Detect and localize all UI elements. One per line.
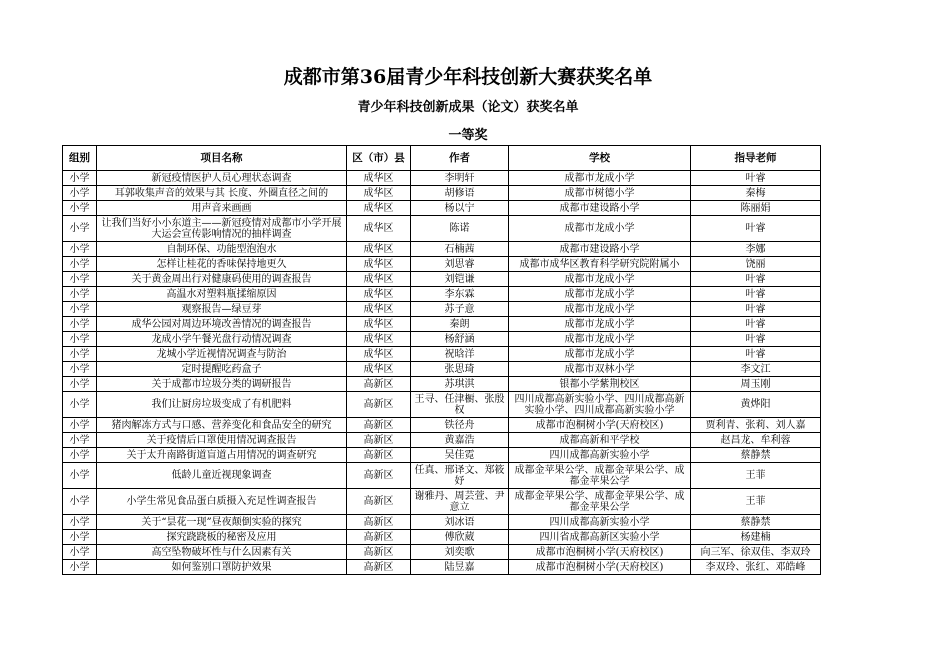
header-author: 作者 bbox=[411, 146, 509, 171]
cell-group: 小学 bbox=[63, 530, 97, 545]
cell-school: 成都市双林小学 bbox=[509, 362, 691, 377]
cell-project-name: 耳郭收集声音的效果与其 长度、外圈直径之间的 bbox=[97, 186, 347, 201]
cell-district: 成华区 bbox=[347, 186, 411, 201]
cell-project-name: 用声音来画画 bbox=[97, 201, 347, 216]
table-row bbox=[63, 272, 821, 287]
table-row bbox=[63, 515, 821, 530]
cell-group: 小学 bbox=[63, 362, 97, 377]
cell-project-name: 猪肉解冻方式与口感、营养变化和食品安全的研究 bbox=[97, 418, 347, 433]
cell-district: 高新区 bbox=[347, 545, 411, 560]
cell-district: 成华区 bbox=[347, 332, 411, 347]
table-row bbox=[63, 377, 821, 392]
cell-school: 成都市泡桐树小学(天府校区) bbox=[509, 560, 691, 575]
cell-district: 高新区 bbox=[347, 377, 411, 392]
cell-project-name: 新冠疫情医护人员心理状态调查 bbox=[97, 171, 347, 186]
table-row bbox=[63, 489, 821, 515]
cell-author: 祝晗洋 bbox=[411, 347, 509, 362]
table-row bbox=[63, 560, 821, 575]
cell-school: 四川成都高新实验小学、四川成都高新实验小学、四川成都高新实验小学 bbox=[509, 392, 691, 418]
cell-advisor: 李双玲、张红、邓皓峰 bbox=[691, 560, 821, 575]
table-header-row bbox=[63, 146, 821, 171]
table-row bbox=[63, 287, 821, 302]
cell-author: 傅欣葳 bbox=[411, 530, 509, 545]
cell-school: 成都市建设路小学 bbox=[509, 242, 691, 257]
cell-district: 成华区 bbox=[347, 257, 411, 272]
cell-project-name: 龙城小学近视情况调查与防治 bbox=[97, 347, 347, 362]
table-row bbox=[63, 347, 821, 362]
cell-project-name: 高温水对塑料瓶揉缩原因 bbox=[97, 287, 347, 302]
cell-project-name: 小学生常见食品蛋白质摄入充足性调查报告 bbox=[97, 489, 347, 515]
cell-school: 四川成都高新实验小学 bbox=[509, 515, 691, 530]
cell-school: 成都市泡桐树小学(天府校区) bbox=[509, 418, 691, 433]
cell-author: 刘思睿 bbox=[411, 257, 509, 272]
cell-advisor: 王菲 bbox=[691, 463, 821, 489]
cell-advisor: 叶睿 bbox=[691, 216, 821, 242]
cell-district: 高新区 bbox=[347, 433, 411, 448]
cell-school: 成都金苹果公学、成都金苹果公学、成都金苹果公学 bbox=[509, 463, 691, 489]
table-row bbox=[63, 171, 821, 186]
table-row bbox=[63, 201, 821, 216]
cell-project-name: 探究跷跷板的秘密及应用 bbox=[97, 530, 347, 545]
header-advisor: 指导老师 bbox=[691, 146, 821, 171]
cell-author: 陈诺 bbox=[411, 216, 509, 242]
table-row bbox=[63, 216, 821, 242]
cell-district: 高新区 bbox=[347, 530, 411, 545]
cell-advisor: 叶睿 bbox=[691, 347, 821, 362]
cell-school: 成都金苹果公学、成都金苹果公学、成都金苹果公学 bbox=[509, 489, 691, 515]
cell-author: 吴佳霓 bbox=[411, 448, 509, 463]
cell-advisor: 王菲 bbox=[691, 489, 821, 515]
cell-group: 小学 bbox=[63, 201, 97, 216]
cell-advisor: 叶睿 bbox=[691, 317, 821, 332]
cell-author: 任真、邢译文、郑筱妤 bbox=[411, 463, 509, 489]
cell-school: 成都市龙成小学 bbox=[509, 347, 691, 362]
cell-group: 小学 bbox=[63, 272, 97, 287]
cell-project-name: 龙成小学午餐光盘行动情况调查 bbox=[97, 332, 347, 347]
table-row bbox=[63, 448, 821, 463]
cell-project-name: 成华公园对周边环境改善情况的调查报告 bbox=[97, 317, 347, 332]
header-district: 区（市）县 bbox=[347, 146, 411, 171]
cell-school: 成都市龙成小学 bbox=[509, 332, 691, 347]
cell-group: 小学 bbox=[63, 332, 97, 347]
cell-group: 小学 bbox=[63, 302, 97, 317]
cell-district: 成华区 bbox=[347, 302, 411, 317]
cell-advisor: 赵昌龙、牟利蓉 bbox=[691, 433, 821, 448]
table-row bbox=[63, 463, 821, 489]
cell-author: 刘铠谦 bbox=[411, 272, 509, 287]
table-row bbox=[63, 530, 821, 545]
cell-district: 成华区 bbox=[347, 242, 411, 257]
cell-district: 成华区 bbox=[347, 216, 411, 242]
cell-project-name: 高空坠物破坏性与什么因素有关 bbox=[97, 545, 347, 560]
cell-advisor: 李娜 bbox=[691, 242, 821, 257]
cell-author: 黄嘉浩 bbox=[411, 433, 509, 448]
cell-advisor: 叶睿 bbox=[691, 287, 821, 302]
cell-group: 小学 bbox=[63, 515, 97, 530]
cell-advisor: 叶睿 bbox=[691, 272, 821, 287]
cell-author: 杨以宁 bbox=[411, 201, 509, 216]
cell-project-name: 观察报告—绿豆芽 bbox=[97, 302, 347, 317]
cell-group: 小学 bbox=[63, 463, 97, 489]
cell-district: 成华区 bbox=[347, 287, 411, 302]
cell-author: 李东霖 bbox=[411, 287, 509, 302]
cell-advisor: 陈丽娟 bbox=[691, 201, 821, 216]
cell-school: 成都市龙成小学 bbox=[509, 287, 691, 302]
cell-group: 小学 bbox=[63, 287, 97, 302]
cell-advisor: 蔡静禁 bbox=[691, 515, 821, 530]
cell-author: 王寻、任津橱、张殷权 bbox=[411, 392, 509, 418]
cell-project-name: 定时提醒吃药盒子 bbox=[97, 362, 347, 377]
cell-advisor: 叶睿 bbox=[691, 302, 821, 317]
cell-group: 小学 bbox=[63, 489, 97, 515]
cell-school: 成都市建设路小学 bbox=[509, 201, 691, 216]
table-row bbox=[63, 242, 821, 257]
cell-author: 铁径舟 bbox=[411, 418, 509, 433]
cell-school: 成都高新和平学校 bbox=[509, 433, 691, 448]
cell-group: 小学 bbox=[63, 418, 97, 433]
cell-school: 成都市龙成小学 bbox=[509, 317, 691, 332]
cell-author: 李明轩 bbox=[411, 171, 509, 186]
cell-author: 刘奕歌 bbox=[411, 545, 509, 560]
cell-advisor: 叶睿 bbox=[691, 332, 821, 347]
cell-district: 高新区 bbox=[347, 560, 411, 575]
cell-group: 小学 bbox=[63, 448, 97, 463]
cell-project-name: 自制环保、功能型泡泡水 bbox=[97, 242, 347, 257]
cell-district: 成华区 bbox=[347, 317, 411, 332]
cell-project-name: 低龄儿童近视现象调查 bbox=[97, 463, 347, 489]
cell-author: 杨舒涵 bbox=[411, 332, 509, 347]
cell-project-name: 关于成都市垃圾分类的调研报告 bbox=[97, 377, 347, 392]
cell-group: 小学 bbox=[63, 242, 97, 257]
table-row bbox=[63, 317, 821, 332]
cell-advisor: 李文江 bbox=[691, 362, 821, 377]
cell-district: 成华区 bbox=[347, 362, 411, 377]
table-row bbox=[63, 302, 821, 317]
cell-school: 成都市树德小学 bbox=[509, 186, 691, 201]
cell-group: 小学 bbox=[63, 347, 97, 362]
cell-advisor: 周玉刚 bbox=[691, 377, 821, 392]
award-table bbox=[62, 145, 821, 575]
cell-district: 高新区 bbox=[347, 489, 411, 515]
header-school: 学校 bbox=[509, 146, 691, 171]
cell-school: 银都小学紫荆校区 bbox=[509, 377, 691, 392]
table-row bbox=[63, 418, 821, 433]
cell-author: 胡修语 bbox=[411, 186, 509, 201]
cell-district: 成华区 bbox=[347, 201, 411, 216]
cell-group: 小学 bbox=[63, 560, 97, 575]
table-row bbox=[63, 545, 821, 560]
cell-group: 小学 bbox=[63, 171, 97, 186]
cell-group: 小学 bbox=[63, 257, 97, 272]
cell-project-name: 我们让厨房垃圾变成了有机肥料 bbox=[97, 392, 347, 418]
cell-advisor: 叶睿 bbox=[691, 171, 821, 186]
header-group: 组别 bbox=[63, 146, 97, 171]
cell-advisor: 饶丽 bbox=[691, 257, 821, 272]
cell-school: 四川省成都高新区实验小学 bbox=[509, 530, 691, 545]
cell-district: 成华区 bbox=[347, 272, 411, 287]
table-row bbox=[63, 186, 821, 201]
cell-author: 谢雅丹、周芸萱、尹意立 bbox=[411, 489, 509, 515]
cell-author: 苏琪淇 bbox=[411, 377, 509, 392]
header-project-name: 项目名称 bbox=[97, 146, 347, 171]
cell-author: 石楠茜 bbox=[411, 242, 509, 257]
award-level: 一等奖 bbox=[448, 128, 488, 143]
cell-school: 成都市泡桐树小学(天府校区) bbox=[509, 545, 691, 560]
cell-school: 成都市成华区教育科学研究院附属小 bbox=[509, 257, 691, 272]
cell-school: 成都市龙成小学 bbox=[509, 171, 691, 186]
cell-school: 成都市龙成小学 bbox=[509, 302, 691, 317]
cell-project-name: 让我们当好小小东道主——新冠疫情对成都市小学开展大运会宣传影响情况的抽样调查 bbox=[97, 216, 347, 242]
cell-district: 成华区 bbox=[347, 171, 411, 186]
document-subtitle: 青少年科技创新成果（论文）获奖名单 bbox=[357, 100, 579, 115]
cell-project-name: 如何鉴别口罩防护效果 bbox=[97, 560, 347, 575]
cell-district: 高新区 bbox=[347, 463, 411, 489]
cell-group: 小学 bbox=[63, 392, 97, 418]
cell-advisor: 杨建楠 bbox=[691, 530, 821, 545]
table-row bbox=[63, 362, 821, 377]
cell-author: 苏子意 bbox=[411, 302, 509, 317]
cell-district: 高新区 bbox=[347, 392, 411, 418]
cell-group: 小学 bbox=[63, 186, 97, 201]
cell-group: 小学 bbox=[63, 377, 97, 392]
table-row bbox=[63, 392, 821, 418]
cell-district: 成华区 bbox=[347, 347, 411, 362]
cell-district: 高新区 bbox=[347, 418, 411, 433]
cell-project-name: 关于黄金周出行对健康码使用的调查报告 bbox=[97, 272, 347, 287]
cell-author: 秦朗 bbox=[411, 317, 509, 332]
cell-author: 张思琦 bbox=[411, 362, 509, 377]
cell-advisor: 蔡静禁 bbox=[691, 448, 821, 463]
cell-project-name: 关于疫情后口罩使用情况调查报告 bbox=[97, 433, 347, 448]
table-row bbox=[63, 332, 821, 347]
cell-advisor: 黄烨阳 bbox=[691, 392, 821, 418]
cell-author: 陆昱嘉 bbox=[411, 560, 509, 575]
cell-district: 高新区 bbox=[347, 448, 411, 463]
cell-project-name: 关于太升南路街道盲道占用情况的调查研究 bbox=[97, 448, 347, 463]
cell-group: 小学 bbox=[63, 216, 97, 242]
table-row bbox=[63, 433, 821, 448]
cell-group: 小学 bbox=[63, 545, 97, 560]
cell-school: 四川成都高新实验小学 bbox=[509, 448, 691, 463]
document-title: 成都市第36届青少年科技创新大赛获奖名单 bbox=[283, 66, 653, 88]
cell-district: 高新区 bbox=[347, 515, 411, 530]
cell-advisor: 秦梅 bbox=[691, 186, 821, 201]
cell-project-name: 关于“昙花一现”昼夜颠倒实验的探究 bbox=[97, 515, 347, 530]
cell-school: 成都市龙成小学 bbox=[509, 272, 691, 287]
cell-advisor: 贾利青、张莉、刘人嘉 bbox=[691, 418, 821, 433]
cell-group: 小学 bbox=[63, 317, 97, 332]
cell-project-name: 怎样让桂花的香味保持地更久 bbox=[97, 257, 347, 272]
cell-group: 小学 bbox=[63, 433, 97, 448]
table-row bbox=[63, 257, 821, 272]
cell-advisor: 向三军、徐双佳、李双玲 bbox=[691, 545, 821, 560]
cell-school: 成都市龙成小学 bbox=[509, 216, 691, 242]
cell-author: 刘冰语 bbox=[411, 515, 509, 530]
